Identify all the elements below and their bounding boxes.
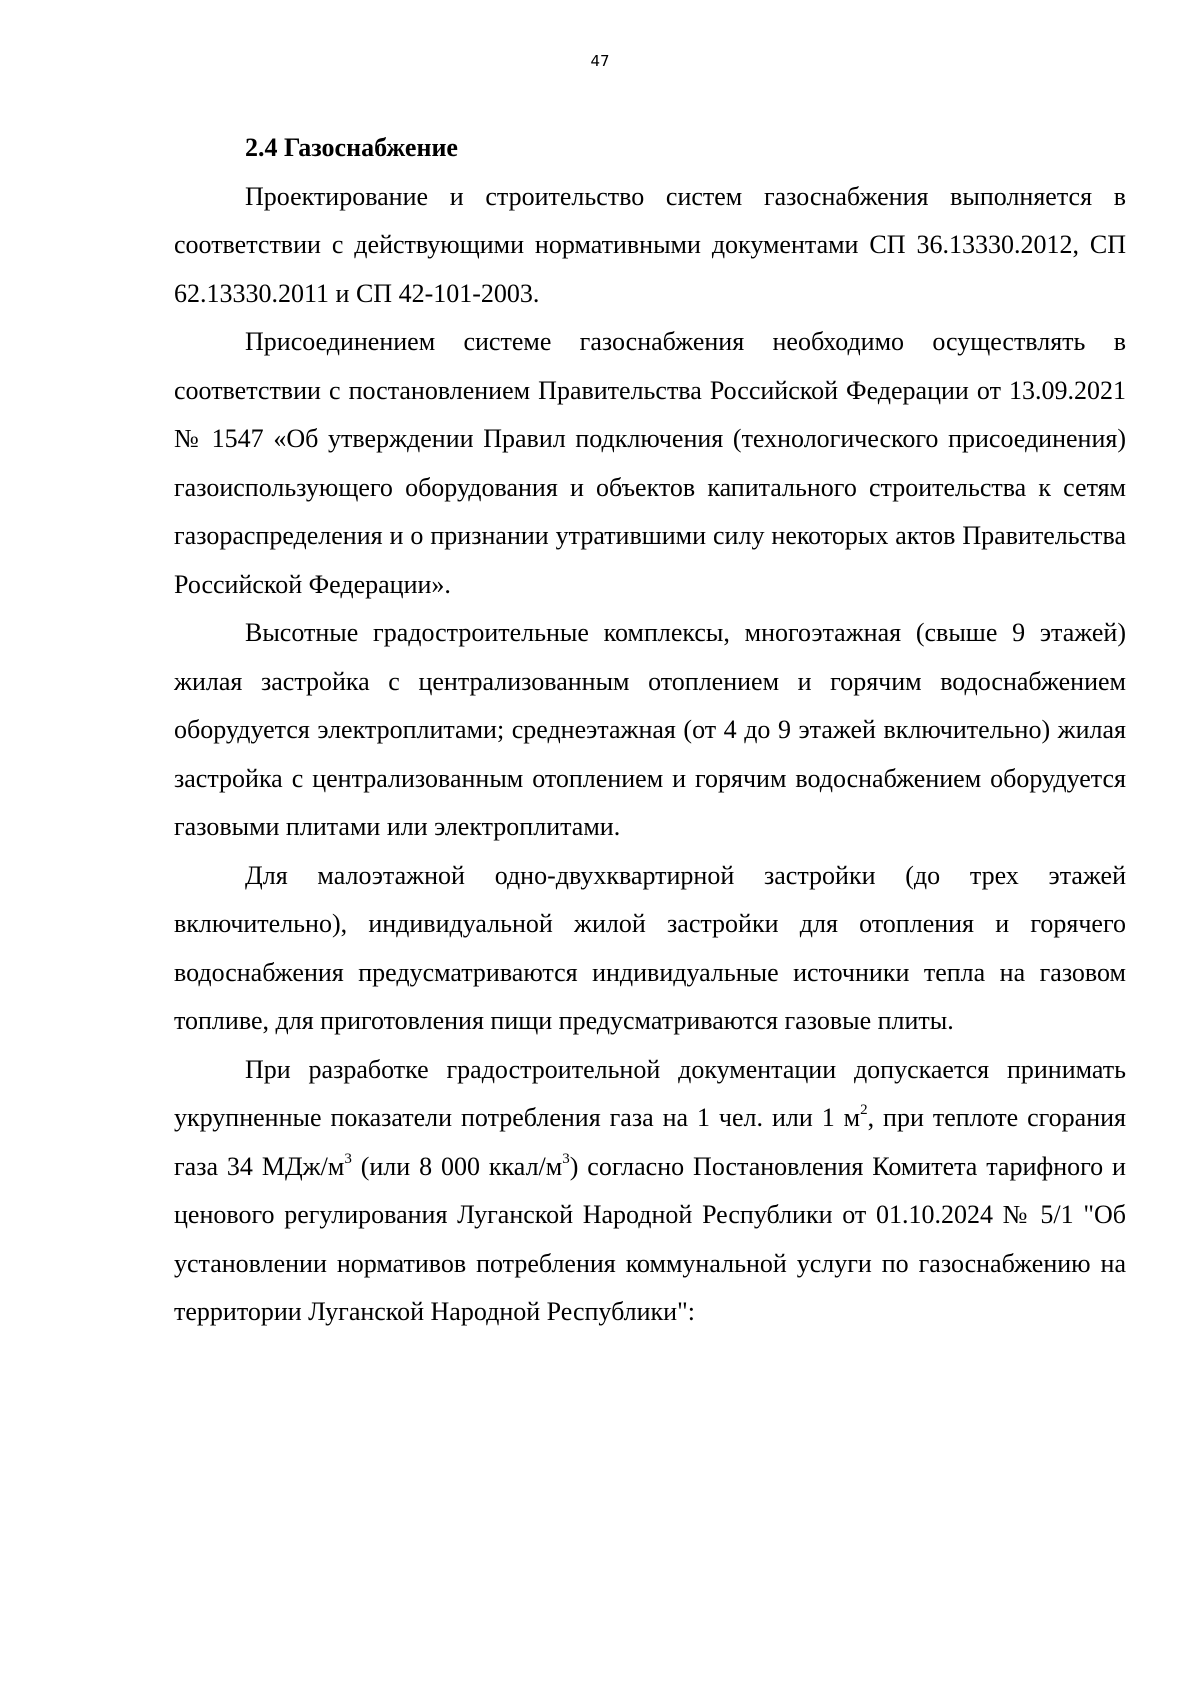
page-number: 47 <box>590 52 610 70</box>
consumption-text-part4: ) согласно Постановления Комитета тарифного и ценового регулирования Луганской Народной Республики от 01.10.2024 № 5/1 "Об установлении нормативов потребления коммунальной услуги по газоснабжению на территории Луганской Народной Республики": <box>174 1151 1126 1326</box>
consumption-text-part2: , при теплоте сгорания газа 34 МДж/м <box>174 1103 1127 1181</box>
section-heading: 2.4 Газоснабжение <box>245 133 458 162</box>
superscript-cubic-1: 3 <box>344 1150 352 1167</box>
paragraph-consumption-indicators <box>174 1046 1126 1337</box>
superscript-cubic-2: 3 <box>562 1150 570 1167</box>
consumption-text-part3: (или 8 000 ккал/м <box>351 1151 563 1181</box>
paragraph-high-rise-equipment: Высотные градостроительные комплексы, многоэтажная (свыше 9 этажей) жилая застройка с централизованным отоплением и горячим водоснабжением оборудуется электроплитами; среднеэтажная (от 4 до 9 этажей включительно) жилая застройка с централизованным отоплением и горячим водоснабжением оборудуется газовыми плитами или электроплитами. <box>174 618 1126 841</box>
document-body <box>174 124 1126 1337</box>
paragraph-connection-rules: Присоединением системе газоснабжения необходимо осуществлять в соответствии с постановлением Правительства Российской Федерации от 13.09.2021 № 1547 «Об утверждении Правил подключения (технологического присоединения) газоиспользующего оборудования и объектов капитального строительства к сетям газораспределения и о признании утратившими силу некоторых актов Правительства Российской Федерации». <box>174 327 1126 599</box>
paragraph-design-norms: Проектирование и строительство систем газоснабжения выполняется в соответствии с действующими нормативными документами СП 36.13330.2012, СП 62.13330.2011 и СП 42-101-2003. <box>174 181 1126 308</box>
paragraph-low-rise-heating: Для малоэтажной одно-двухквартирной застройки (до трех этажей включительно), индивидуальной жилой застройки для отопления и горячего водоснабжения предусматриваются индивидуальные источники тепла на газовом топливе, для приготовления пищи предусматриваются газовые плиты. <box>174 860 1126 1035</box>
superscript-square: 2 <box>860 1102 868 1118</box>
consumption-text-part1: При разработке градостроительной документации допускается принимать укрупненные показатели потребления газа на 1 чел. или 1 м <box>174 1054 1126 1132</box>
